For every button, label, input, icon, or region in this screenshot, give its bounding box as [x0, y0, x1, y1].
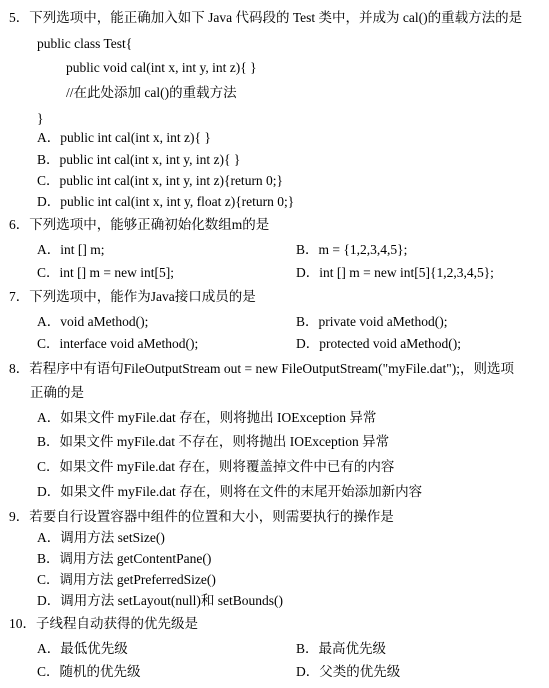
- q10-option-a: A．最低优先级: [37, 641, 128, 656]
- q8-stem-line-1: 8．若程序中有语句FileOutputStream out = new FileOutputStream("myFile.dat");，则选项: [9, 361, 514, 376]
- q8-option-a: A．如果文件 myFile.dat 存在，则将抛出 IOException 异常: [37, 410, 377, 425]
- q8-option-d: D．如果文件 myFile.dat 存在，则将在文件的末尾开始添加新内容: [37, 484, 423, 499]
- q9-stem: 9．若要自行设置容器中组件的位置和大小，则需要执行的操作是: [9, 509, 394, 524]
- q8-stem-line-2: 正确的是: [30, 385, 84, 400]
- q9-option-b: B．调用方法 getContentPane(): [37, 551, 212, 566]
- q9-option-c: C．调用方法 getPreferredSize(): [37, 572, 216, 587]
- q5-code-comment: //在此处添加 cal()的重载方法: [66, 85, 237, 100]
- q7-stem: 7．下列选项中，能作为Java接口成员的是: [9, 289, 256, 304]
- q6-option-c: C．int [] m = new int[5];: [37, 265, 174, 280]
- q10-option-b: B．最高优先级: [296, 641, 387, 656]
- q7-option-a: A．void aMethod();: [37, 314, 149, 329]
- q9-option-d: D．调用方法 setLayout(null)和 setBounds(): [37, 593, 283, 608]
- q5-stem: 5．下列选项中，能正确加入如下 Java 代码段的 Test 类中，并成为 cal()的重载方法的是: [9, 10, 523, 25]
- q6-stem: 6．下列选项中，能够正确初始化数组m的是: [9, 217, 270, 232]
- q5-code-line-1: public class Test{: [37, 36, 133, 51]
- q8-option-c: C．如果文件 myFile.dat 存在，则将覆盖掉文件中已有的内容: [37, 459, 395, 474]
- q8-option-b: B．如果文件 myFile.dat 不存在，则将抛出 IOException 异常: [37, 434, 390, 449]
- q5-option-d: D．public int cal(int x, int y, float z){return 0;}: [37, 194, 295, 209]
- q5-option-a: A．public int cal(int x, int z){ }: [37, 130, 211, 145]
- q6-option-b: B．m = {1,2,3,4,5};: [296, 242, 408, 257]
- q6-option-d: D．int [] m = new int[5]{1,2,3,4,5};: [296, 265, 494, 280]
- q7-option-d: D．protected void aMethod();: [296, 336, 461, 351]
- q10-option-d: D．父类的优先级: [296, 664, 401, 679]
- q5-option-c: C．public int cal(int x, int y, int z){return 0;}: [37, 173, 284, 188]
- q5-code-line-2: public void cal(int x, int y, int z){ }: [66, 60, 257, 75]
- q5-option-b: B．public int cal(int x, int y, int z){ }: [37, 152, 241, 167]
- q7-option-b: B．private void aMethod();: [296, 314, 448, 329]
- q10-stem: 10．子线程自动获得的优先级是: [9, 616, 198, 631]
- q9-option-a: A．调用方法 setSize(): [37, 530, 165, 545]
- q7-option-c: C．interface void aMethod();: [37, 336, 199, 351]
- q10-option-c: C．随机的优先级: [37, 664, 141, 679]
- q6-option-a: A．int [] m;: [37, 242, 105, 257]
- q5-code-line-4: }: [37, 111, 44, 126]
